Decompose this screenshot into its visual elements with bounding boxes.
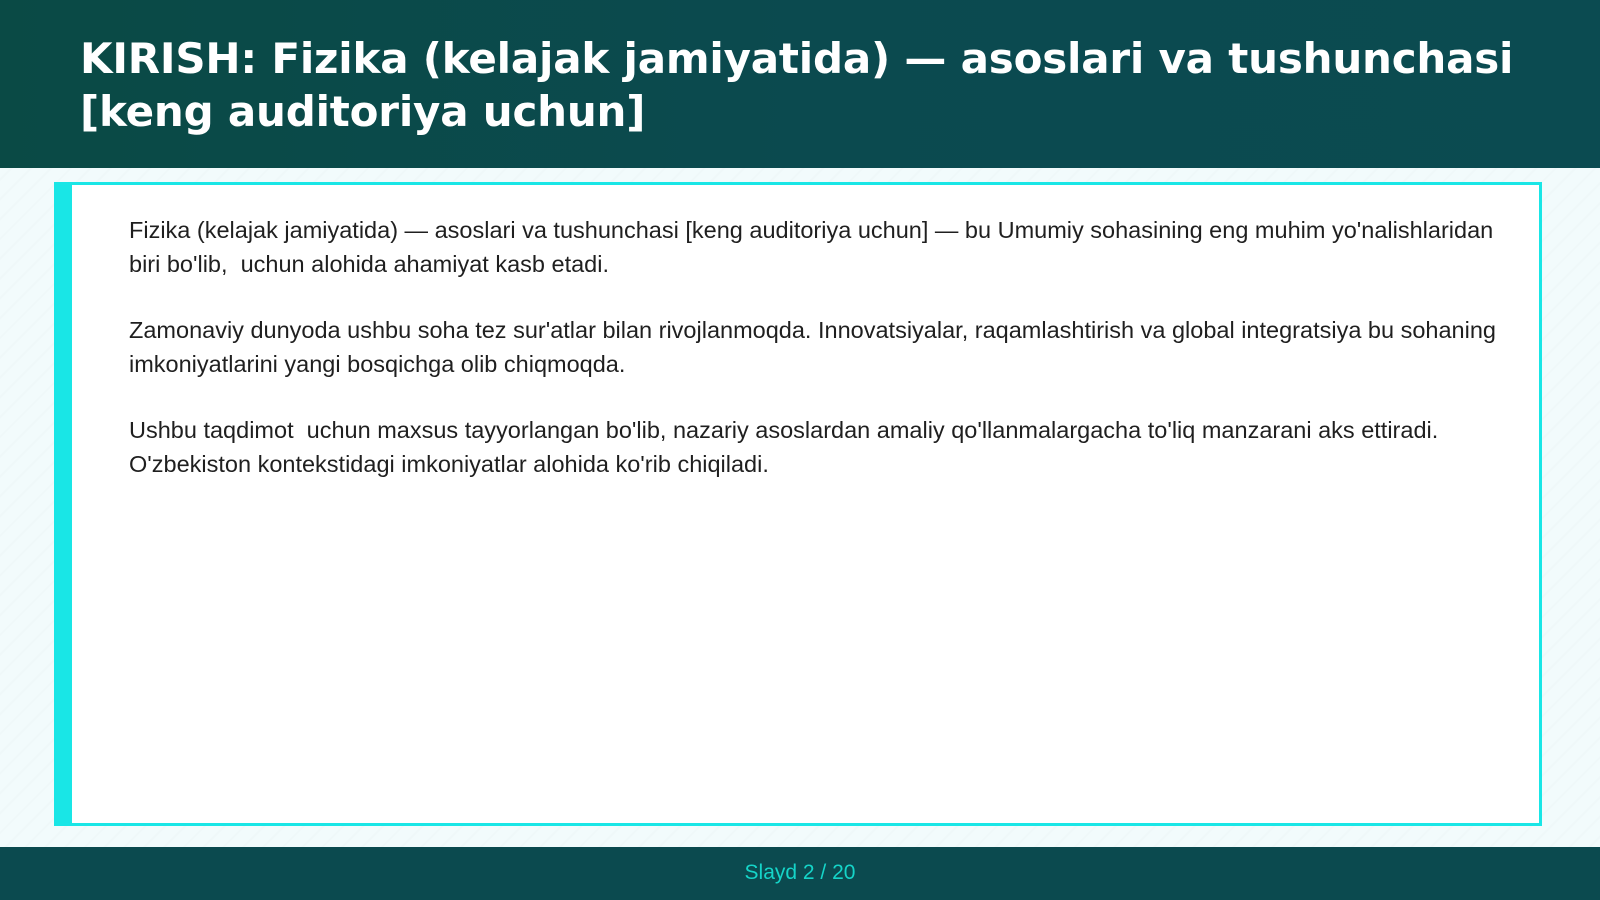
content-card (54, 182, 1542, 826)
slide-footer (0, 847, 1600, 900)
presentation-scope-paragraph: Ushbu taqdimot uchun maxsus tayyorlangan bo'lib, nazariy asoslardan amaliy qo'llanmalargacha to'liq manzarani aks ettiradi. O'zbekiston kontekstidagi imkoniyatlar alohida ko'rib chiqiladi. (129, 417, 1445, 477)
content-text (129, 213, 1509, 513)
slide-number: Slayd 2 / 20 (744, 861, 856, 884)
slide-title: KIRISH: Fizika (kelajak jamiyatida) — asoslari va tushunchasi [keng auditoriya uchun] (80, 34, 1514, 136)
modern-world-paragraph: Zamonaviy dunyoda ushbu soha tez sur'atlar bilan rivojlanmoqda. Innovatsiyalar, raqamlashtirish va global integratsiya bu sohaning imkoniyatlarini yangi bosqichga olib chiqmoqda. (129, 317, 1503, 377)
slide-header (0, 0, 1600, 168)
intro-paragraph: Fizika (kelajak jamiyatida) — asoslari va tushunchasi [keng auditoriya uchun] — bu Umumiy sohasining eng muhim yo'nalishlaridan biri bo'lib, uchun alohida ahamiyat kasb etadi. (129, 217, 1500, 277)
